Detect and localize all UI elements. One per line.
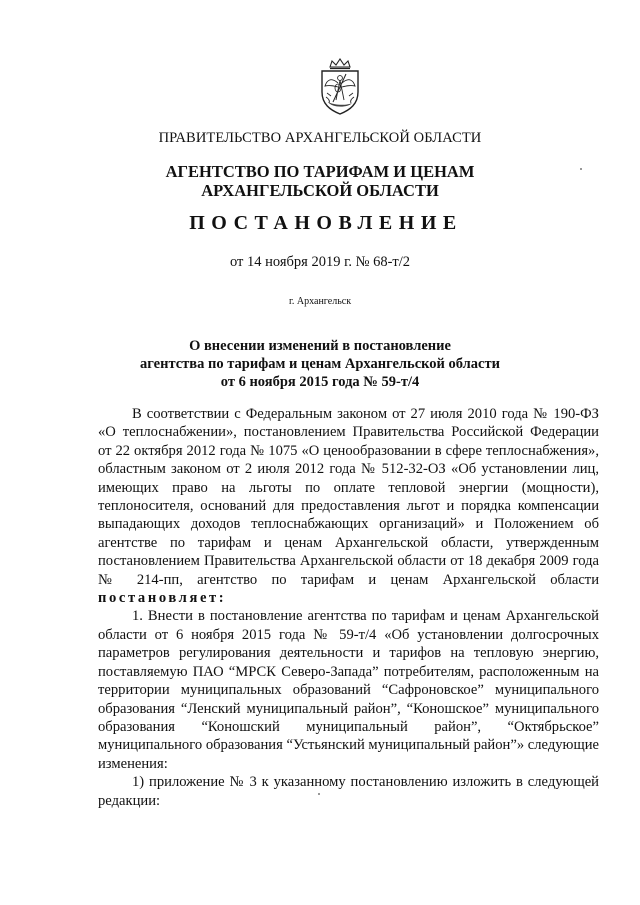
document-city: г. Архангельск xyxy=(288,296,352,307)
scan-speck xyxy=(580,168,582,170)
document-subject xyxy=(0,337,640,391)
document-type-title: ПОСТАНОВЛЕНИЕ xyxy=(189,212,463,234)
document-date-number: от 14 ноября 2019 г. № 68-т/2 xyxy=(229,254,411,270)
subject-line2: агентства по тарифам и ценам Архангельской области xyxy=(140,356,500,372)
paragraph-subitem-1: 1) приложение № 3 к указанному постановлению изложить в следующей редакции: xyxy=(98,774,599,809)
agency-name-line2: АРХАНГЕЛЬСКОЙ ОБЛАСТИ xyxy=(201,181,439,200)
coat-of-arms-icon xyxy=(316,58,364,116)
paragraph-item-1: 1. Внести в постановление агентства по тарифам и ценам Архангельской области от 6 ноября 2015 года № 59-т/4 «Об установлении долгосрочных параметров регулирования деятельности и тарифов на тепловую энергию, поставляемую ПАО “МРСК Северо-Запада” потребителям, расположенным на территории муниципальных образований “Сафроновское” муниципального образования “Ленский муниципальный район”, “Коношское” муниципального образования “Коношский муниципальный район”, “Октябрьское” муниципального образования “Устьянский муниципальный район”» следующие изменения: xyxy=(98,608,599,772)
agency-name-line1: АГЕНТСТВО ПО ТАРИФАМ И ЦЕНАМ xyxy=(165,162,475,181)
paragraph-preamble xyxy=(98,405,599,607)
document-body xyxy=(98,405,599,810)
scan-speck xyxy=(318,793,320,795)
resolution-keyword: постановляет: xyxy=(98,590,227,607)
subject-line3: от 6 ноября 2015 года № 59-т/4 xyxy=(220,374,420,390)
government-name: ПРАВИТЕЛЬСТВО АРХАНГЕЛЬСКОЙ ОБЛАСТИ xyxy=(158,130,482,146)
preamble-text: В соответствии с Федеральным законом от 27 июля 2010 года № 190-ФЗ «О теплоснабжении», постановлением Правительства Российской Федерации от 22 октября 2012 года № 1075 «О ценообразовании в сфере теплоснабжения», областным законом от 2 июля 2012 года № 512-32-ОЗ «Об установлении лиц, имеющих право на льготы по оплате тепловой энергии (мощности), теплоносителя, оснований для предоставления льгот и порядка компенсации выпадающих доходов теплоснабжающих организаций» и Положением об агентстве по тарифам и ценам Архангельской области, утвержденным постановлением Правительства Архангельской области от 18 декабря 2009 года № 214-пп, агентство по тарифам и ценам Архангельской области xyxy=(98,406,599,588)
subject-line1: О внесении изменений в постановление xyxy=(189,338,451,354)
agency-name xyxy=(0,162,640,200)
